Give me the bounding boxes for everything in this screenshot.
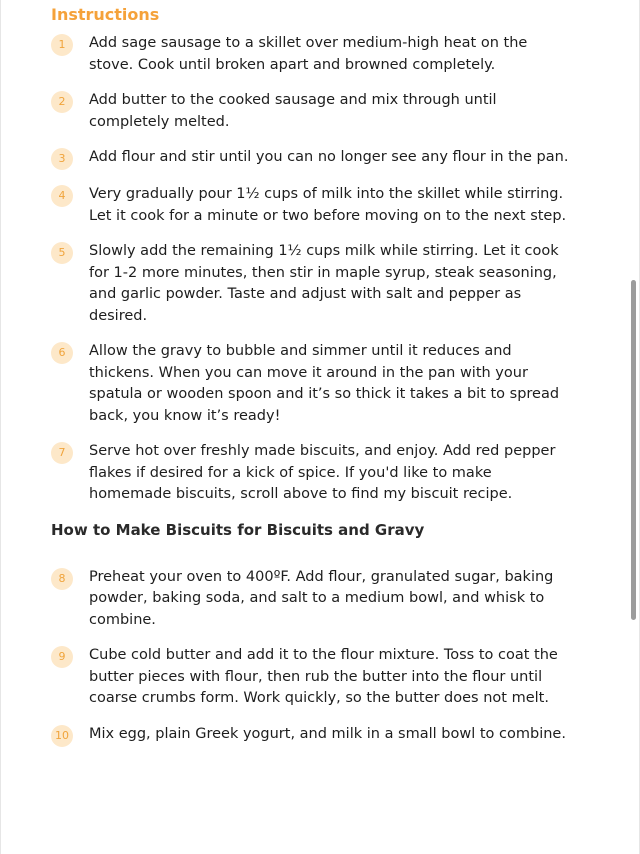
step-number-badge: 6: [51, 342, 73, 364]
step-number-badge: 9: [51, 646, 73, 668]
step-number-badge: 10: [51, 725, 73, 747]
list-item: [51, 567, 571, 632]
list-item: [51, 441, 571, 506]
step-number-badge: 4: [51, 185, 73, 207]
recipe-instructions-content: [51, 0, 571, 761]
step-number-badge: 1: [51, 34, 73, 56]
step-text: Mix egg, plain Greek yogurt, and milk in a small bowl to combine.: [89, 725, 566, 742]
scrollbar-thumb[interactable]: [631, 280, 636, 620]
step-number-badge: 5: [51, 242, 73, 264]
instructions-title: Instructions: [51, 5, 160, 24]
list-item: [51, 184, 571, 227]
step-text: Add sage sausage to a skillet over medium-high heat on the stove. Cook until broken apart and browned completely.: [89, 35, 528, 73]
list-item: [51, 341, 571, 427]
list-item: [51, 147, 571, 170]
biscuits-heading: How to Make Biscuits for Biscuits and Gravy: [51, 520, 425, 539]
step-text: Preheat your oven to 400ºF. Add flour, granulated sugar, baking powder, baking soda, and salt to a medium bowl, and whisk to combine.: [89, 568, 554, 628]
step-text: Slowly add the remaining 1½ cups milk while stirring. Let it cook for 1-2 more minutes, then stir in maple syrup, steak seasoning, and garlic powder. Taste and adjust with salt and pepper as desired.: [89, 243, 559, 324]
list-item: [51, 645, 571, 710]
step-number-badge: 2: [51, 91, 73, 113]
step-text: Add flour and stir until you can no longer see any flour in the pan.: [89, 149, 569, 165]
step-text: Very gradually pour 1½ cups of milk into the skillet while stirring. Let it cook for a minute or two before moving on to the next step.: [89, 186, 567, 224]
list-item: [51, 241, 571, 327]
step-text: Cube cold butter and add it to the flour mixture. Toss to coat the butter pieces with flour, then rub the butter into the flour until coarse crumbs form. Work quickly, so the butter does not melt.: [89, 647, 558, 706]
step-number-badge: 7: [51, 442, 73, 464]
step-text: Serve hot over freshly made biscuits, and enjoy. Add red pepper flakes if desired for a kick of spice. If you'd like to make homemade biscuits, scroll above to find my biscuit recipe.: [89, 443, 556, 502]
list-item: [51, 724, 571, 747]
step-number-badge: 8: [51, 568, 73, 590]
step-text: Add butter to the cooked sausage and mix through until completely melted.: [89, 92, 497, 130]
list-item: [51, 33, 571, 76]
step-text: Allow the gravy to bubble and simmer until it reduces and thickens. When you can move it around in the pan with your spatula or wooden spoon and it’s so thick it takes a bit to spread back, you know it’s ready!: [89, 343, 560, 424]
step-number-badge: 3: [51, 148, 73, 170]
list-item: [51, 90, 571, 133]
